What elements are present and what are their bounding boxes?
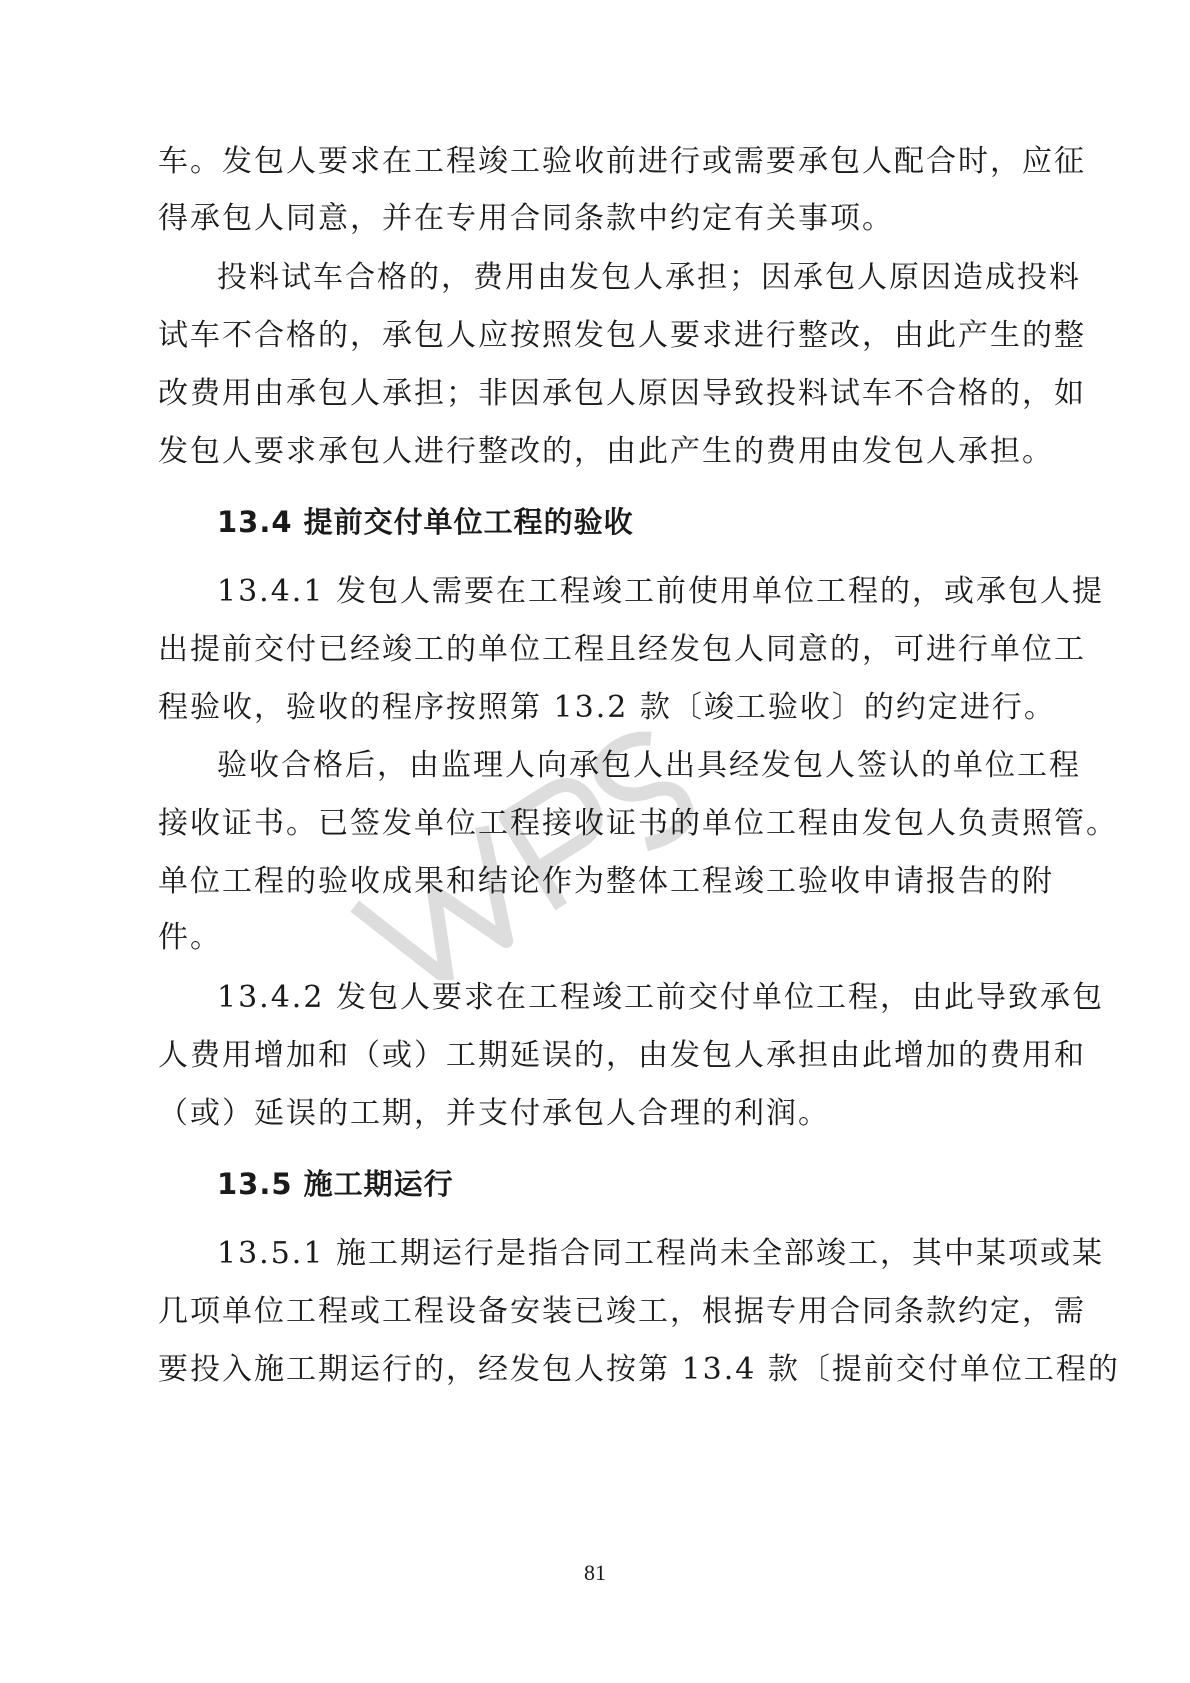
text-line: 车。发包人要求在工程竣工验收前进行或需要承包人配合时，应征 <box>158 144 1086 179</box>
text-line: 几项单位工程或工程设备安装已竣工，根据专用合同条款约定，需 <box>158 1294 1086 1329</box>
text-line: 投料试车合格的，费用由发包人承担；因承包人原因造成投料 <box>217 260 1081 295</box>
text-line: 试车不合格的，承包人应按照发包人要求进行整改，由此产生的整 <box>158 318 1086 353</box>
text-line: 件。 <box>158 920 222 955</box>
text-line: 出提前交付已经竣工的单位工程且经发包人同意的，可进行单位工 <box>158 632 1086 667</box>
text-line: 单位工程的验收成果和结论作为整体工程竣工验收申请报告的附 <box>158 864 1054 899</box>
text-line: 人费用增加和（或）工期延误的，由发包人承担由此增加的费用和 <box>158 1038 1086 1073</box>
text-line: 得承包人同意，并在专用合同条款中约定有关事项。 <box>158 201 894 236</box>
text-line: 发包人要求承包人进行整改的，由此产生的费用由发包人承担。 <box>158 434 1054 469</box>
text-line: 13.4.1 发包人需要在工程竣工前使用单位工程的，或承包人提 <box>217 574 1104 609</box>
page-number: 81 <box>584 1560 606 1585</box>
section-heading: 13.5 施工期运行 <box>217 1167 454 1201</box>
text-line: 改费用由承包人承担；非因承包人原因导致投料试车不合格的，如 <box>158 376 1086 411</box>
section-heading: 13.4 提前交付单位工程的验收 <box>217 505 634 539</box>
text-line: 13.5.1 施工期运行是指合同工程尚未全部竣工，其中某项或某 <box>217 1236 1104 1271</box>
text-line: 程验收，验收的程序按照第 13.2 款〔竣工验收〕的约定进行。 <box>158 690 1056 725</box>
text-line: （或）延误的工期，并支付承包人合理的利润。 <box>158 1096 830 1131</box>
text-line: 验收合格后，由监理人向承包人出具经发包人签认的单位工程 <box>217 748 1081 783</box>
text-line: 要投入施工期运行的，经发包人按第 13.4 款〔提前交付单位工程的 <box>158 1352 1120 1387</box>
text-line: 接收证书。已签发单位工程接收证书的单位工程由发包人负责照管。 <box>158 806 1118 841</box>
text-line: 13.4.2 发包人要求在工程竣工前交付单位工程，由此导致承包 <box>217 980 1104 1015</box>
